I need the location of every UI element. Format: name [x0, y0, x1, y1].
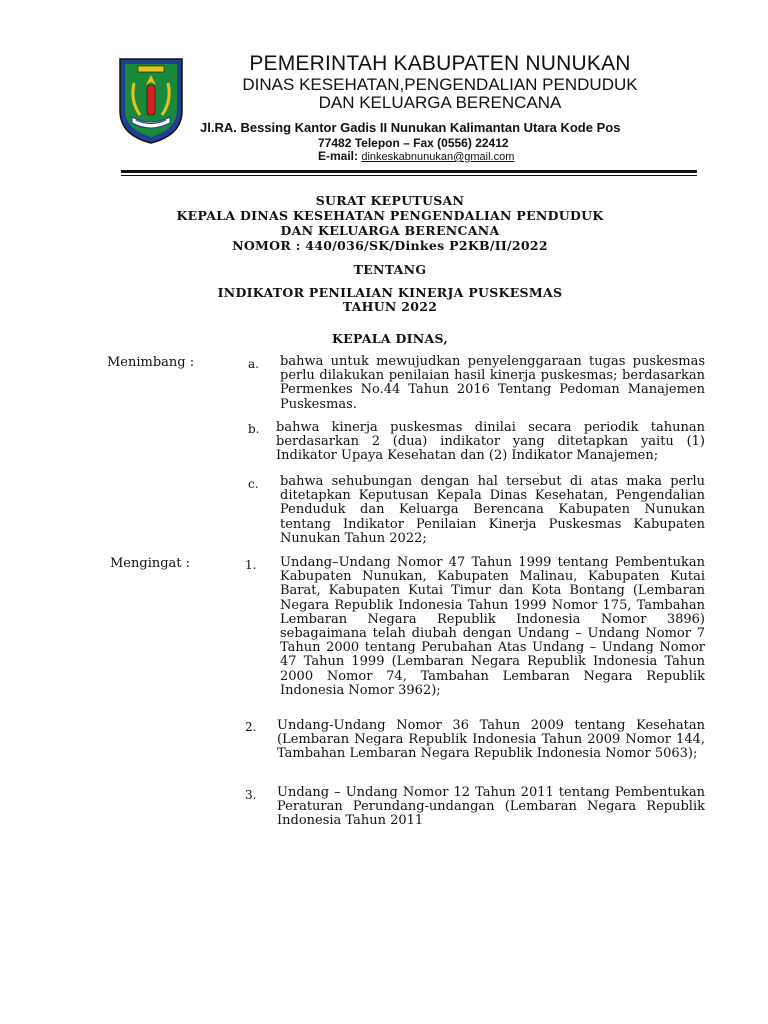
org-name-line2: DINAS KESEHATAN,PENGENDALIAN PENDUDUK [242, 75, 638, 94]
mengingat-item: Undang–Undang Nomor 47 Tahun 1999 tentang Pembentukan Kabupaten Nunukan, Kabupaten Malinau, Kabupaten Kutai Barat, Kabupaten Kutai Timur dan Kota Bontang (Lembaran Negara Republik Indonesia Tahun 1999 Nomor 175, Tambahan Lembaran Negara Republik Indonesia Nomor 3896) sebagaimana telah diubah dengan Undang – Undang Nomor 7 Tahun 2000 tentang Perubahan Atas Undang – Undang Nomor 47 Tahun 1999 (Lembaran Negara Republik Indonesia Tahun 2000 Nomor 74, Tambahan Lembaran Negara Republik Indonesia Nomor 3962); [280, 555, 705, 698]
mengingat-mark: 1. [245, 558, 257, 572]
org-phone: 77482 Telepon – Fax (0556) 22412 [318, 136, 509, 150]
doc-title-issuer-cont: DAN KELUARGA BERENCANA [280, 223, 500, 238]
org-name-line3: DAN KELUARGA BERENCANA [318, 93, 562, 112]
mengingat-label: Mengingat : [110, 556, 191, 571]
letterhead-rule-thin [121, 175, 697, 176]
menimbang-mark: a. [248, 357, 259, 371]
email-label: E-mail: [318, 149, 359, 163]
doc-subject: INDIKATOR PENILAIAN KINERJA PUSKESMAS [217, 285, 563, 300]
regency-emblem-logo [116, 53, 186, 145]
signatory-heading: KEPALA DINAS, [331, 331, 449, 346]
menimbang-label: Menimbang : [107, 355, 195, 370]
doc-tentang: TENTANG [353, 262, 427, 277]
letterhead-rule-thick [121, 170, 697, 173]
menimbang-mark: b. [248, 422, 260, 436]
doc-number: NOMOR : 440/036/SK/Dinkes P2KB/II/2022 [232, 238, 548, 253]
doc-title-type: SURAT KEPUTUSAN [315, 193, 465, 208]
org-email-line [318, 149, 514, 163]
menimbang-item: bahwa untuk mewujudkan penyelenggaraan tugas puskesmas perlu dilakukan penilaian hasil kinerja puskesmas; berdasarkan Permenkes No.44 Tahun 2016 Tentang Pedoman Manajemen Puskesmas. [280, 354, 705, 412]
mengingat-mark: 2. [245, 720, 257, 734]
doc-subject-year: TAHUN 2022 [342, 299, 438, 314]
doc-title-issuer: KEPALA DINAS KESEHATAN PENGENDALIAN PENDUDUK [176, 208, 604, 223]
email-link[interactable]: dinkeskabnunukan@gmail.com [361, 151, 515, 163]
org-name-line1: PEMERINTAH KABUPATEN NUNUKAN [249, 52, 631, 75]
mengingat-mark: 3. [245, 788, 257, 802]
menimbang-mark: c. [248, 477, 259, 491]
org-address: Jl.RA. Bessing Kantor Gadis II Nunukan Kalimantan Utara Kode Pos [200, 120, 621, 135]
mengingat-item: Undang-Undang Nomor 36 Tahun 2009 tentang Kesehatan (Lembaran Negara Republik Indonesia Tahun 2009 Nomor 144, Tambahan Lembaran Negara Republik Indonesia Nomor 5063); [277, 718, 705, 762]
menimbang-item: bahwa sehubungan dengan hal tersebut di atas maka perlu ditetapkan Keputusan Kepala Dinas Kesehatan, Pengendalian Penduduk dan Keluarga Berencana Kabupaten Nunukan tentang Indikator Penilaian Kinerja Puskesmas Kabupaten Nunukan Tahun 2022; [280, 474, 705, 546]
mengingat-item: Undang – Undang Nomor 12 Tahun 2011 tentang Pembentukan Peraturan Perundang-undangan (Lembaran Negara Republik Indonesia Tahun 2011 [277, 785, 705, 829]
menimbang-item: bahwa kinerja puskesmas dinilai secara periodik tahunan berdasarkan 2 (dua) indikator yang ditetapkan yaitu (1) Indikator Upaya Kesehatan dan (2) Indikator Manajemen; [276, 420, 705, 464]
